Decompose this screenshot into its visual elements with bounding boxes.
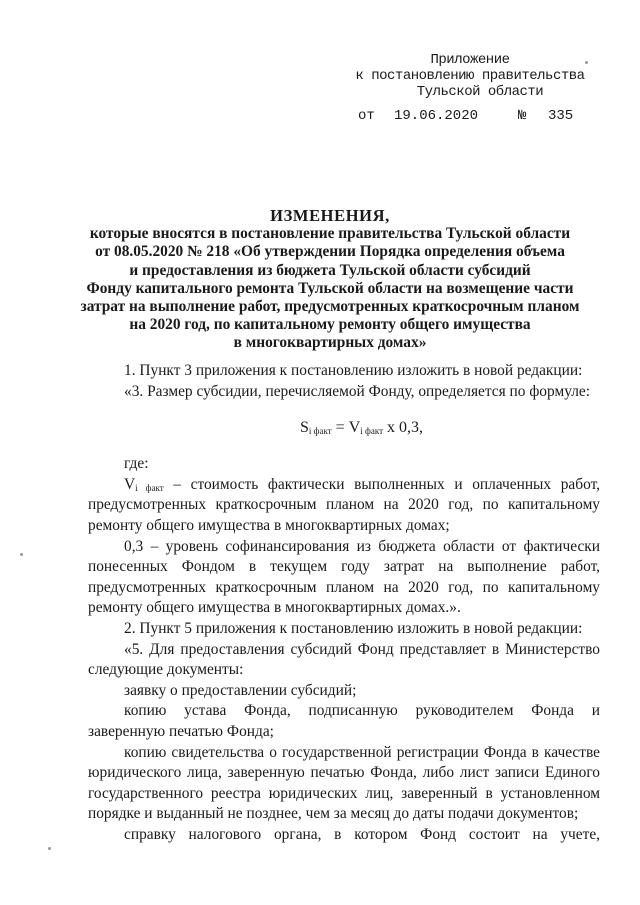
formula-s: S xyxy=(300,419,309,437)
title-line: которые вносятся в постановление правительства Тульской области xyxy=(89,225,571,243)
paragraph-4-line-1: «5. Для предоставления субсидий Фонд представляет в Министерство xyxy=(124,640,600,658)
title-line: в многоквартирных домах» xyxy=(233,334,427,352)
v-definition-2: предусмотренных краткосрочным планом на 2020 год, по капитальному xyxy=(88,496,600,514)
title-line: Фонду капитального ремонта Тульской области на возмещение части xyxy=(86,279,574,297)
title-line: и предоставления из бюджета Тульской области субсидий xyxy=(129,261,531,279)
order-number: 335 xyxy=(548,108,574,124)
appendix-line-3: Тульской области xyxy=(416,84,544,100)
v-definition-1 xyxy=(88,475,600,496)
title-line: от 08.05.2020 № 218 «Об утверждении Порядка определения объема xyxy=(95,243,565,261)
appendix-header xyxy=(355,52,585,100)
formula-rest: х 0,3, xyxy=(383,419,424,437)
order-date: 19.06.2020 xyxy=(394,108,479,124)
coef-definition-4: ремонту общего имущества в многоквартирных домах.». xyxy=(88,599,461,617)
paragraph-1: 1. Пункт 3 приложения к постановлению изложить в новой редакции: xyxy=(124,362,583,379)
v-definition-text: – стоимость фактически выполненных и оплаченных работ, xyxy=(163,475,600,493)
title-main: ИЗМЕНЕНИЯ, xyxy=(270,206,390,225)
appendix-line-2: к постановлению правительства xyxy=(355,68,585,84)
v-subscript: i факт xyxy=(135,482,164,493)
document-title xyxy=(70,207,590,353)
paragraph-2: «3. Размер субсидии, перечисляемой Фонду, определяется по формуле: xyxy=(124,382,591,400)
coef-definition-3: предусмотренных краткосрочным планом на 2020 год, по капитальному xyxy=(88,578,600,596)
document-item-2-line-2: заверенную печатью Фонда; xyxy=(88,722,274,740)
number-sign: № xyxy=(518,108,527,124)
where-label: где: xyxy=(124,455,149,473)
document-item-3-line-3: государственного реестра юридических лиц, заверенный в установленном xyxy=(88,784,600,802)
scan-speck xyxy=(48,847,51,850)
title-line: затрат на выполнение работ, предусмотренных краткосрочным планом xyxy=(80,298,580,316)
formula-v-sub: i факт xyxy=(360,426,384,437)
v-definition-3: ремонту общего имущества в многоквартирных домах; xyxy=(88,516,450,534)
formula-eq: = V xyxy=(331,419,361,437)
appendix-line-1: Приложение xyxy=(430,52,510,68)
coef-definition-1: 0,3 – уровень софинансирования из бюджета области от фактически xyxy=(124,537,600,555)
paragraph-4-line-2: следующие документы: xyxy=(88,661,244,679)
formula-s-sub: i факт xyxy=(308,426,332,437)
title-line: на 2020 год, по капитальному ремонту общего имущества xyxy=(129,316,531,334)
scan-speck xyxy=(20,553,23,556)
v-symbol: V xyxy=(124,475,136,493)
scan-speck xyxy=(585,61,588,64)
document-item-3-line-4: порядке и выданный не позднее, чем за месяц до даты подачи документов; xyxy=(88,805,579,823)
subsidy-formula xyxy=(88,402,600,454)
document-body xyxy=(88,361,600,845)
coef-definition-2: понесенных Фондом в текущем году затрат на выполнение работ, xyxy=(88,558,600,576)
date-prefix: от xyxy=(358,108,375,124)
document-item-2-line-1: копию устава Фонда, подписанную руководителем Фонда и xyxy=(124,702,600,720)
paragraph-3: 2. Пункт 5 приложения к постановлению изложить в новой редакции: xyxy=(124,619,583,637)
document-item-3-line-2: юридического лица, заверенную печатью Фонда, либо лист записи Единого xyxy=(88,764,600,782)
document-item-1: заявку о предоставлении субсидий; xyxy=(124,681,357,699)
document-item-4-line-1: справку налогового органа, в котором Фонд состоит на учете, xyxy=(124,825,600,843)
document-item-3-line-1: копию свидетельства о государственной регистрации Фонда в качестве xyxy=(124,743,600,761)
